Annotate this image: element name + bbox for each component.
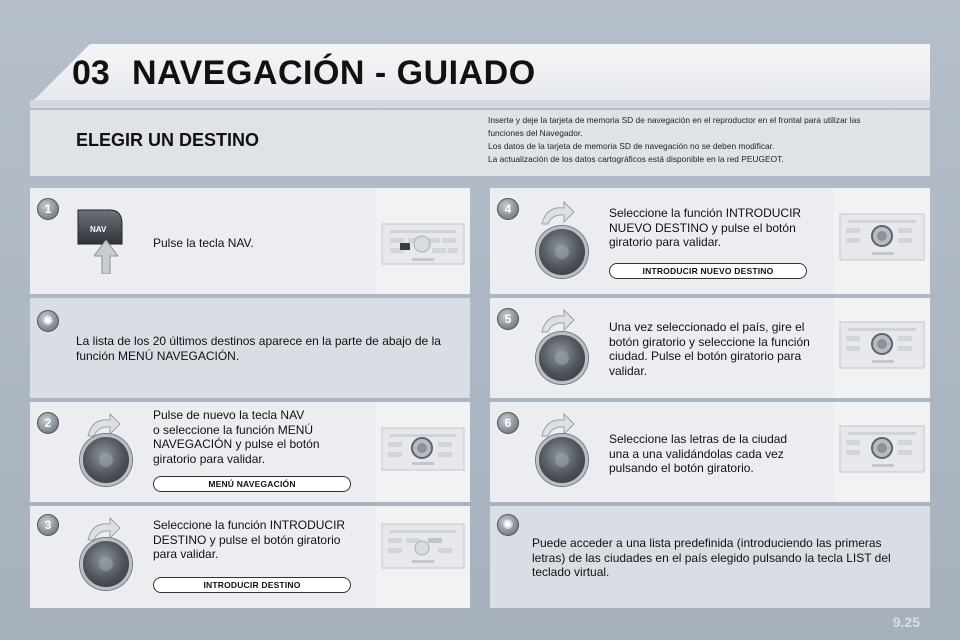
intro-line: Los datos de la tarjeta de memoria SD de navegación no se deben modificar. <box>488 141 775 151</box>
tip-2-line: Puede acceder a una lista predefinida (introduciendo las primeras <box>532 536 882 550</box>
menu-navegacion-pill: MENÚ NAVEGACIÓN <box>153 476 351 492</box>
step-2-line: NAVEGACIÓN y pulse el botón <box>153 437 320 451</box>
radio-panel-image <box>376 506 470 608</box>
page-number: 9.25 <box>892 614 920 630</box>
step-2-line: Pulse de nuevo la tecla NAV <box>153 408 305 422</box>
step-4-line: Seleccione la función INTRODUCIR <box>609 206 802 220</box>
step-6-line: una a una validándolas cada vez <box>609 446 784 461</box>
step-1-badge: 1 <box>37 198 59 220</box>
introducir-nuevo-destino-pill: INTRODUCIR NUEVO DESTINO <box>609 263 807 279</box>
step-5-badge: 5 <box>497 308 519 330</box>
step-5-line: botón giratorio y seleccione la función <box>609 334 810 349</box>
step-4-text <box>609 206 801 250</box>
step-3-line: para validar. <box>153 547 219 561</box>
rotary-knob-icon <box>536 332 588 384</box>
intro-line: funciones del Navegador. <box>488 128 583 138</box>
step-2-text <box>153 408 320 466</box>
section-title: ELEGIR UN DESTINO <box>76 130 260 150</box>
radio-panel-image <box>376 188 470 294</box>
step-5-line: ciudad. Pulse el botón giratorio para <box>609 349 802 363</box>
step-6-line: pulsando el botón giratorio. <box>609 461 754 475</box>
step-5-line: Una vez seleccionado el país, gire el <box>609 320 805 334</box>
tip-bulb-icon: ✺ <box>497 514 519 536</box>
tip-1-line: La lista de los 20 últimos destinos aparece en la parte de abajo de la <box>76 334 441 348</box>
step-3-line: DESTINO y pulse el botón giratorio <box>153 532 341 547</box>
introducir-destino-pill: INTRODUCIR DESTINO <box>153 577 351 593</box>
step-4-line: giratorio para validar. <box>609 235 722 249</box>
step-4-line: NUEVO DESTINO y pulse el botón <box>609 220 796 235</box>
nav-key-label: NAV <box>90 225 107 234</box>
radio-panel-image <box>834 188 930 294</box>
tip-bulb-icon: ✺ <box>37 310 59 332</box>
tip-1-text <box>76 334 441 363</box>
press-arrow-icon <box>94 240 118 279</box>
rotary-knob-icon <box>536 434 588 486</box>
step-1-line: Pulse la tecla NAV. <box>153 236 254 250</box>
tip-2-text <box>532 536 891 580</box>
radio-panel-image <box>834 402 930 502</box>
step-6-badge: 6 <box>497 412 519 434</box>
intro-text <box>488 114 918 166</box>
radio-panel-image <box>834 298 930 398</box>
tip-2-line: letras) de las ciudades en el país elegido pulsando la tecla LIST del <box>532 550 891 565</box>
header-stripe <box>30 100 930 108</box>
step-2-line: o seleccione la función MENÚ <box>153 422 314 437</box>
rotary-knob-icon <box>80 434 132 486</box>
rotary-knob-icon <box>536 226 588 278</box>
step-4-badge: 4 <box>497 198 519 220</box>
step-2-line: giratorio para validar. <box>153 451 266 466</box>
intro-line: Inserte y deje la tarjeta de memoria SD de navegación en el reproductor en el frontal para utilizar las <box>488 115 861 125</box>
step-1-text <box>153 236 254 251</box>
tip-2-line: teclado virtual. <box>532 565 610 579</box>
chapter-title: NAVEGACIÓN - GUIADO <box>132 54 536 92</box>
rotary-knob-icon <box>80 538 132 590</box>
step-3-line: Seleccione la función INTRODUCIR <box>153 518 346 532</box>
step-5-line: validar. <box>609 363 648 378</box>
tip-1-line: función MENÚ NAVEGACIÓN. <box>76 348 240 363</box>
step-2-badge: 2 <box>37 412 59 434</box>
step-3-text <box>153 518 345 562</box>
step-3-badge: 3 <box>37 514 59 536</box>
chapter-number: 03 <box>72 54 110 92</box>
step-5-text <box>609 320 810 378</box>
step-6-text <box>609 432 787 476</box>
radio-panel-image <box>376 402 470 502</box>
intro-line: La actualización de los datos cartográficos está disponible en la red PEUGEOT. <box>488 154 784 164</box>
step-6-line: Seleccione las letras de la ciudad <box>609 432 788 446</box>
